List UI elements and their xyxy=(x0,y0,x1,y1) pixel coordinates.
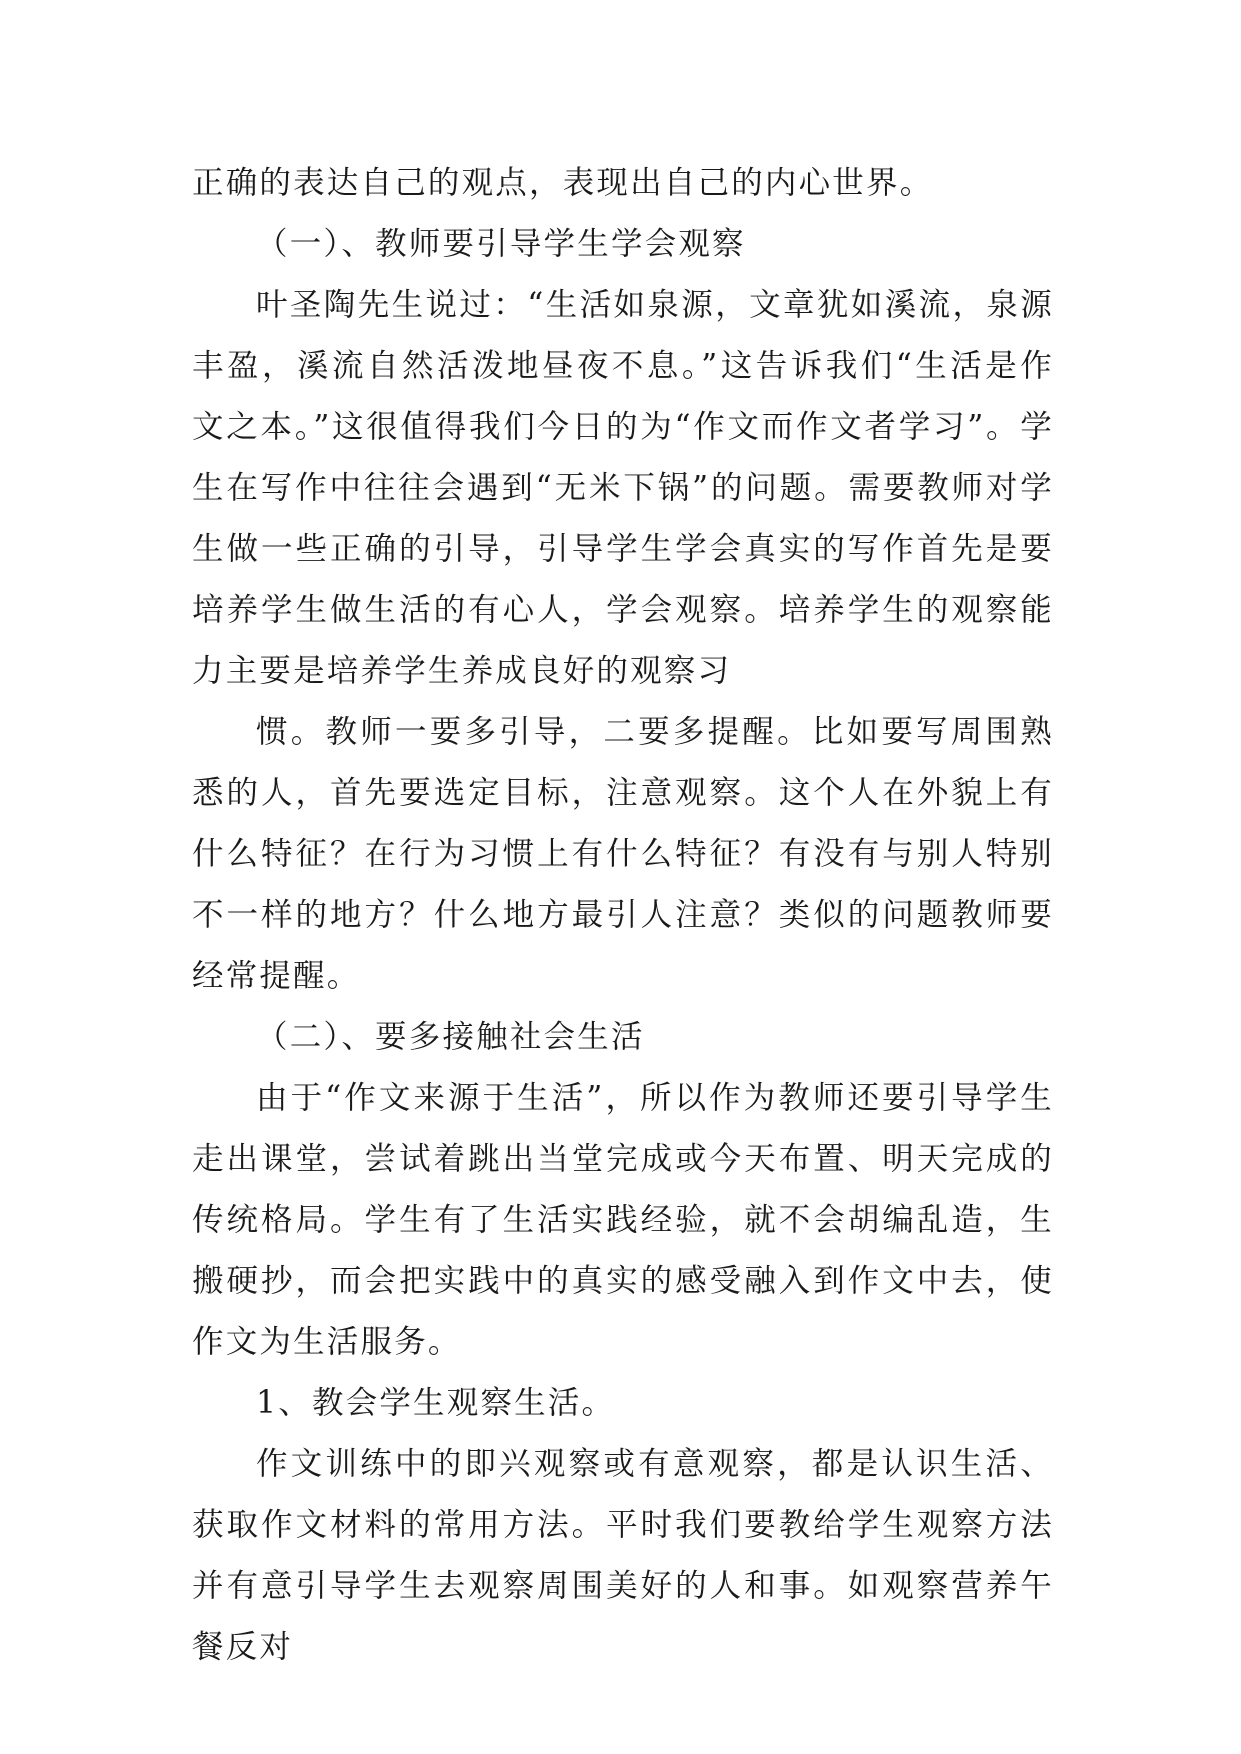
subsection-heading-1: 1、教会学生观察生活。 xyxy=(256,1385,616,1421)
paragraph: 作文训练中的即兴观察或有意观察，都是认识生活、获取作文材料的常用方法。平时我们要教给学生观察方法并有意引导学生去观察周围美好的人和事。如观察营养午餐反对 xyxy=(192,1446,1054,1665)
paragraph: 叶圣陶先生说过：“生活如泉源，文章犹如溪流，泉源丰盈，溪流自然活泼地昼夜不息。”这告诉我们“生活是作文之本。”这很值得我们今日的为“作文而作文者学习”。学生在写作中往往会遇到“无米下锅”的问题。需要教师对学生做一些正确的引导，引导学生学会真实的写作首先是要培养学生做生活的有心人，学会观察。培养学生的观察能力主要是培养学生养成良好的观察习 xyxy=(192,287,1054,689)
body-text xyxy=(192,153,1054,1678)
paragraph: 惯。教师一要多引导，二要多提醒。比如要写周围熟悉的人，首先要选定目标，注意观察。这个人在外貌上有什么特征？在行为习惯上有什么特征？有没有与别人特别不一样的地方？什么地方最引人注意？类似的问题教师要经常提醒。 xyxy=(192,714,1054,994)
paragraph: 由于“作文来源于生活”，所以作为教师还要引导学生走出课堂，尝试着跳出当堂完成或今天布置、明天完成的传统格局。学生有了生活实践经验，就不会胡编乱造，生搬硬抄，而会把实践中的真实的感受融入到作文中去，使作文为生活服务。 xyxy=(192,1080,1054,1360)
section-heading-1: （一）、教师要引导学生学会观察 xyxy=(256,226,746,262)
section-heading-2: （二）、要多接触社会生活 xyxy=(256,1019,645,1055)
paragraph-continuation: 正确的表达自己的观点，表现出自己的内心世界。 xyxy=(192,165,934,201)
